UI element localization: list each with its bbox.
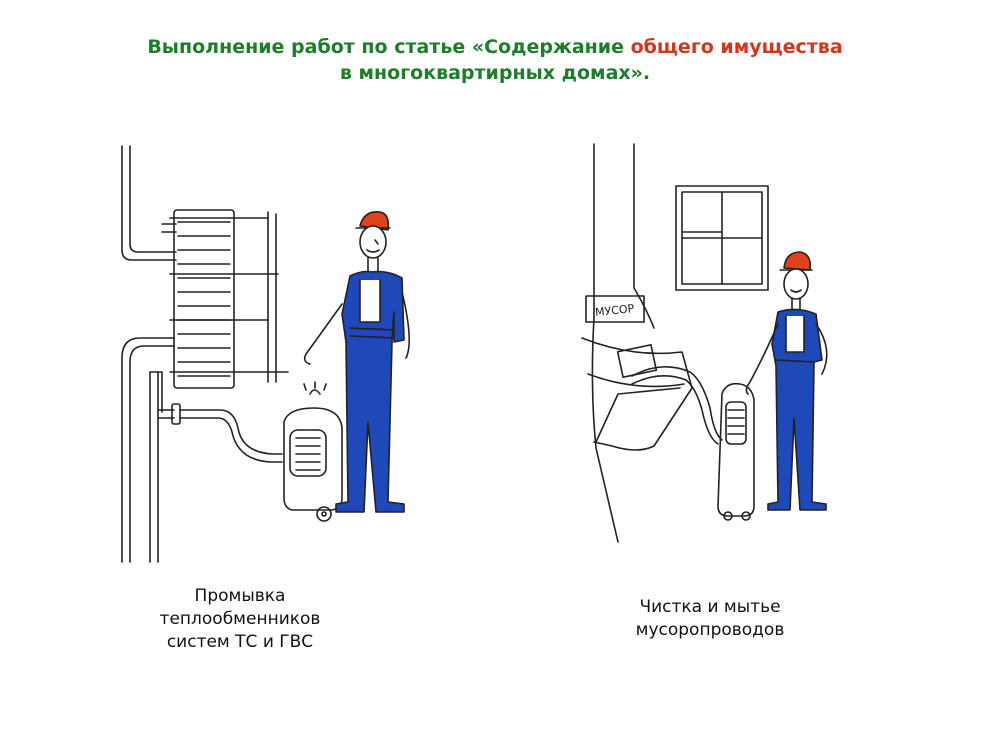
caption-line: теплообменников [159, 609, 321, 629]
caption-line: Промывка [194, 586, 286, 606]
title-text-part1: Выполнение работ по статье «Содержание [147, 36, 631, 58]
caption-line: мусоропроводов [635, 620, 785, 640]
caption-heat-exchanger-flushing [110, 585, 370, 654]
illustration-garbage-chute-cleaning [572, 138, 860, 548]
worker-left [305, 212, 410, 512]
flushing-machine [284, 408, 342, 510]
title-highlight: общего имущества [630, 36, 843, 58]
chute-label: МУСОР [594, 302, 635, 320]
vacuum-machine [718, 384, 754, 516]
garbage-chute [592, 144, 654, 542]
helmet-icon [784, 252, 810, 270]
caption-garbage-chute-cleaning [590, 596, 830, 642]
title-text-line2: в многоквартирных домах». [339, 62, 651, 84]
slide-title [0, 34, 990, 86]
illustration-heat-exchanger-flushing [92, 132, 458, 566]
caption-line: Чистка и мытье [639, 597, 781, 617]
caption-line: систем ТС и ГВС [166, 632, 314, 652]
